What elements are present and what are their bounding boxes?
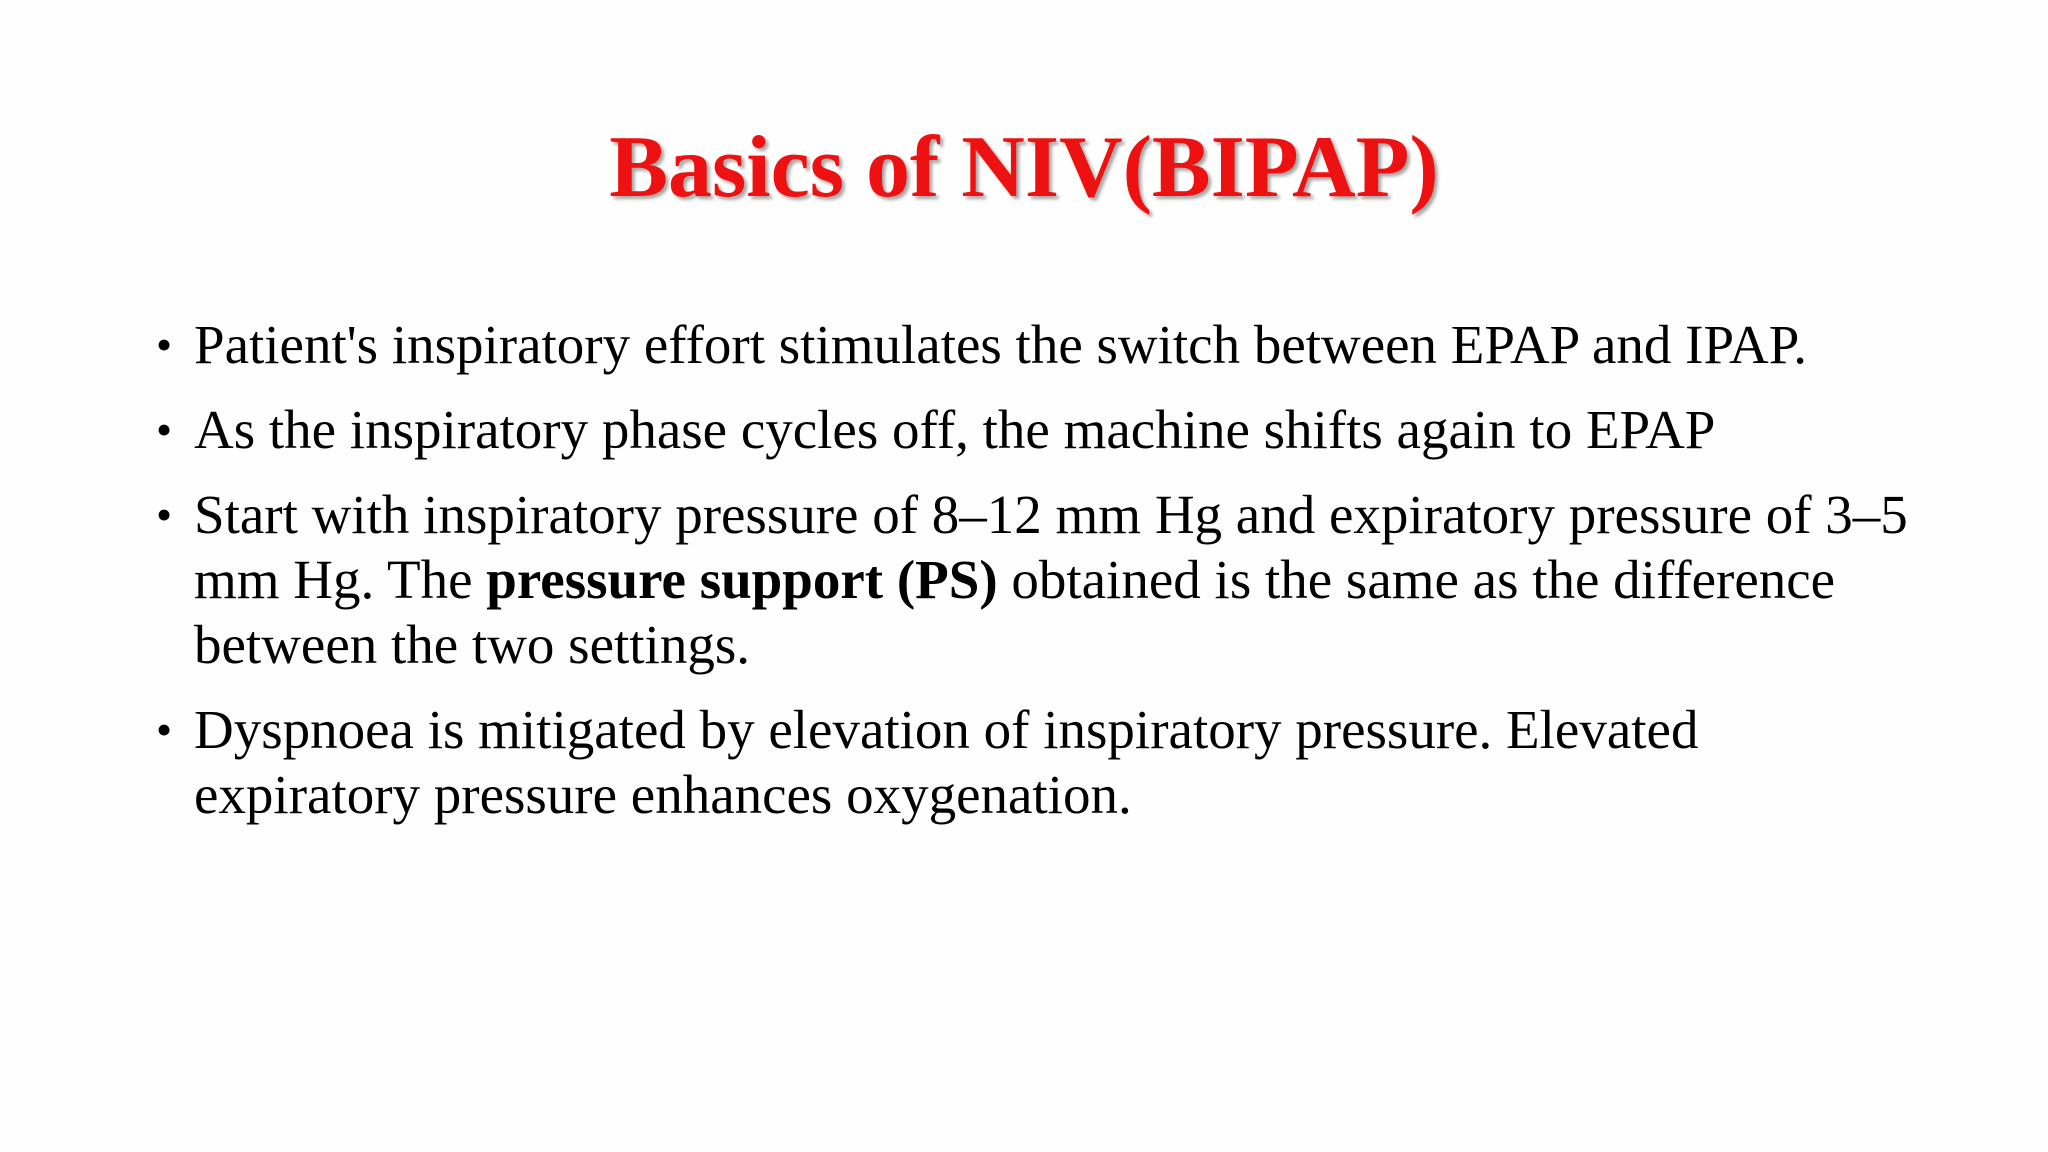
bullet-marker: • bbox=[156, 704, 173, 755]
bullet-text-part: Start with inspiratory pressure of 8–12 mm Hg and expiratory pressure of 3–5 mm Hg. The bbox=[194, 484, 1908, 610]
bullet-text-part: obtained is the same as the difference between the two settings. bbox=[194, 549, 1836, 675]
slide-title: Basics of NIV(BIPAP) bbox=[609, 119, 1439, 216]
bullet-text: Patient's inspiratory effort stimulates the switch between EPAP and IPAP. bbox=[194, 314, 1807, 375]
bullet-text: Dyspnoea is mitigated by elevation of inspiratory pressure. Elevated expiratory pressure enhances oxygenation. bbox=[194, 699, 1699, 825]
pressure-support-term: pressure support (PS) bbox=[486, 549, 998, 610]
bullet-marker: • bbox=[156, 319, 173, 370]
bullet-item bbox=[156, 312, 1916, 377]
bullet-marker: • bbox=[156, 489, 173, 540]
bullet-item bbox=[156, 697, 1916, 827]
bullet-item bbox=[156, 482, 1916, 677]
bullet-marker: • bbox=[156, 404, 173, 455]
bullet-list bbox=[156, 312, 1916, 847]
bullet-text: As the inspiratory phase cycles off, the machine shifts again to EPAP bbox=[194, 399, 1716, 460]
bullet-item bbox=[156, 397, 1916, 462]
